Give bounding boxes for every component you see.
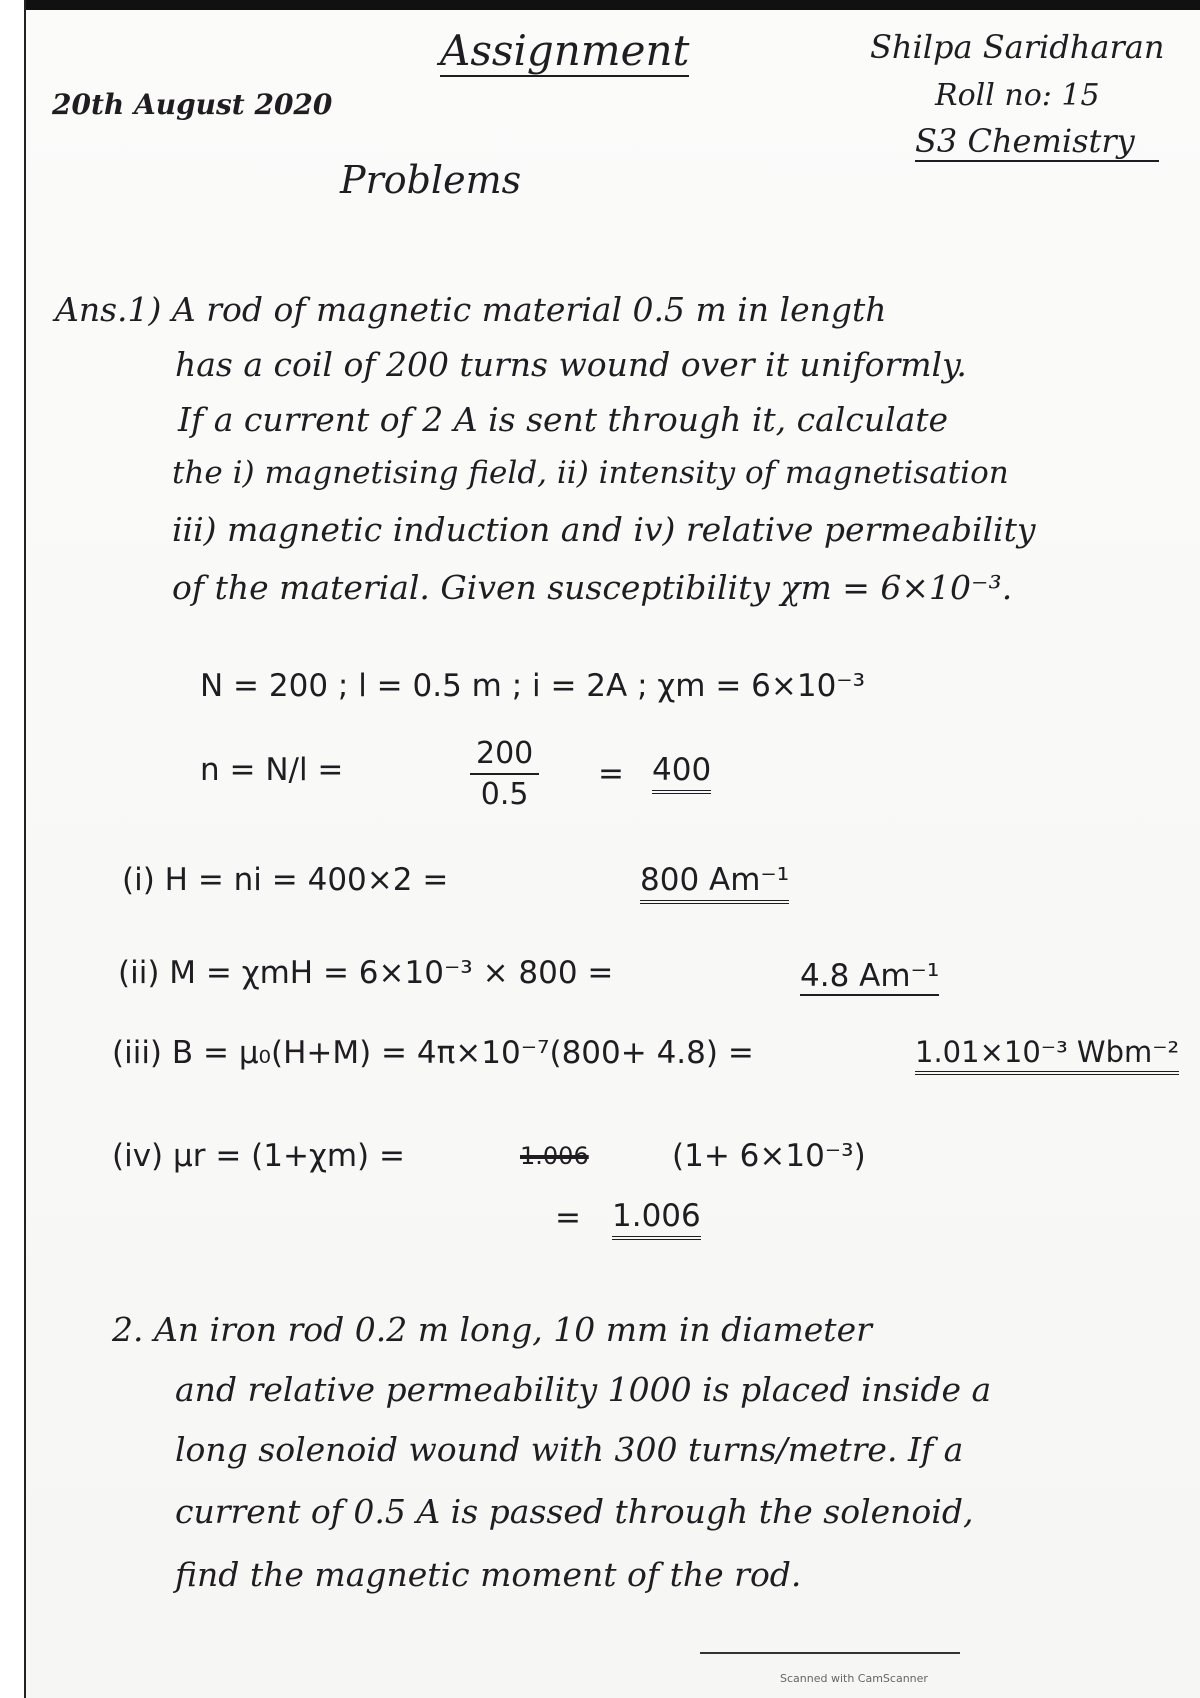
step-iii-result: 1.01×10⁻³ Wbm⁻²	[915, 1035, 1179, 1075]
step-i-result: 800 Am⁻¹	[640, 862, 789, 904]
step-ii-result: 4.8 Am⁻¹	[800, 958, 940, 994]
bottom-stroke	[700, 1652, 960, 1654]
turn-density-lhs: n = N/l =	[200, 752, 344, 788]
scanner-watermark: Scanned with CamScanner	[780, 1672, 928, 1685]
problem1-line-5: iii) magnetic induction and iv) relative permeability	[172, 510, 1036, 549]
step-i-expression: (i) H = ni = 400×2 =	[122, 862, 449, 898]
turn-density-fraction	[470, 736, 539, 812]
turn-density-equals: =	[598, 756, 624, 792]
problem1-line-6: of the material. Given susceptibility χm = 6×10⁻³.	[172, 568, 1013, 607]
step-ii-expression: (ii) M = χmH = 6×10⁻³ × 800 =	[118, 955, 614, 991]
step-iv-struck-text: 1.006	[520, 1142, 589, 1170]
section-heading: Problems	[340, 158, 522, 202]
problem2-line-2: and relative permeability 1000 is placed inside a	[175, 1370, 992, 1409]
step-iv-result: 1.006	[612, 1198, 701, 1240]
turn-density-result: 400	[652, 752, 711, 794]
problem2-line-1: 2. An iron rod 0.2 m long, 10 mm in diameter	[112, 1310, 872, 1349]
problem1-line-2: has a coil of 200 turns wound over it uniformly.	[175, 345, 967, 384]
fraction-denominator: 0.5	[480, 777, 529, 812]
problem1-line-3: If a current of 2 A is sent through it, calculate	[178, 400, 949, 439]
step-iv-equals: =	[555, 1200, 581, 1236]
problem2-line-3: long solenoid wound with 300 turns/metre. If a	[175, 1430, 964, 1469]
fraction-numerator: 200	[470, 736, 539, 775]
problem2-line-5: find the magnetic moment of the rod.	[175, 1555, 802, 1594]
roll-number: Roll no: 15	[935, 78, 1100, 113]
step-iv-expression: (iv) μr = (1+χm) =	[112, 1138, 405, 1174]
class-name: S3 Chemistry	[915, 122, 1159, 162]
student-name: Shilpa Saridharan	[870, 28, 1165, 66]
scan-top-border	[0, 0, 1200, 10]
assignment-title: Assignment	[440, 26, 690, 75]
problem2-line-4: current of 0.5 A is passed through the solenoid,	[175, 1492, 974, 1531]
given-values: N = 200 ; l = 0.5 m ; i = 2A ; χm = 6×10⁻³	[200, 668, 866, 704]
scan-left-border	[0, 0, 26, 1698]
problem1-line-4: the i) magnetising field, ii) intensity of magnetisation	[172, 455, 1009, 491]
problem1-line-1: Ans.1) A rod of magnetic material 0.5 m in length	[55, 290, 887, 329]
date: 20th August 2020	[52, 88, 333, 121]
step-iii-expression: (iii) B = μ₀(H+M) = 4π×10⁻⁷(800+ 4.8) =	[112, 1035, 754, 1071]
step-iv-tail: (1+ 6×10⁻³)	[672, 1138, 866, 1174]
